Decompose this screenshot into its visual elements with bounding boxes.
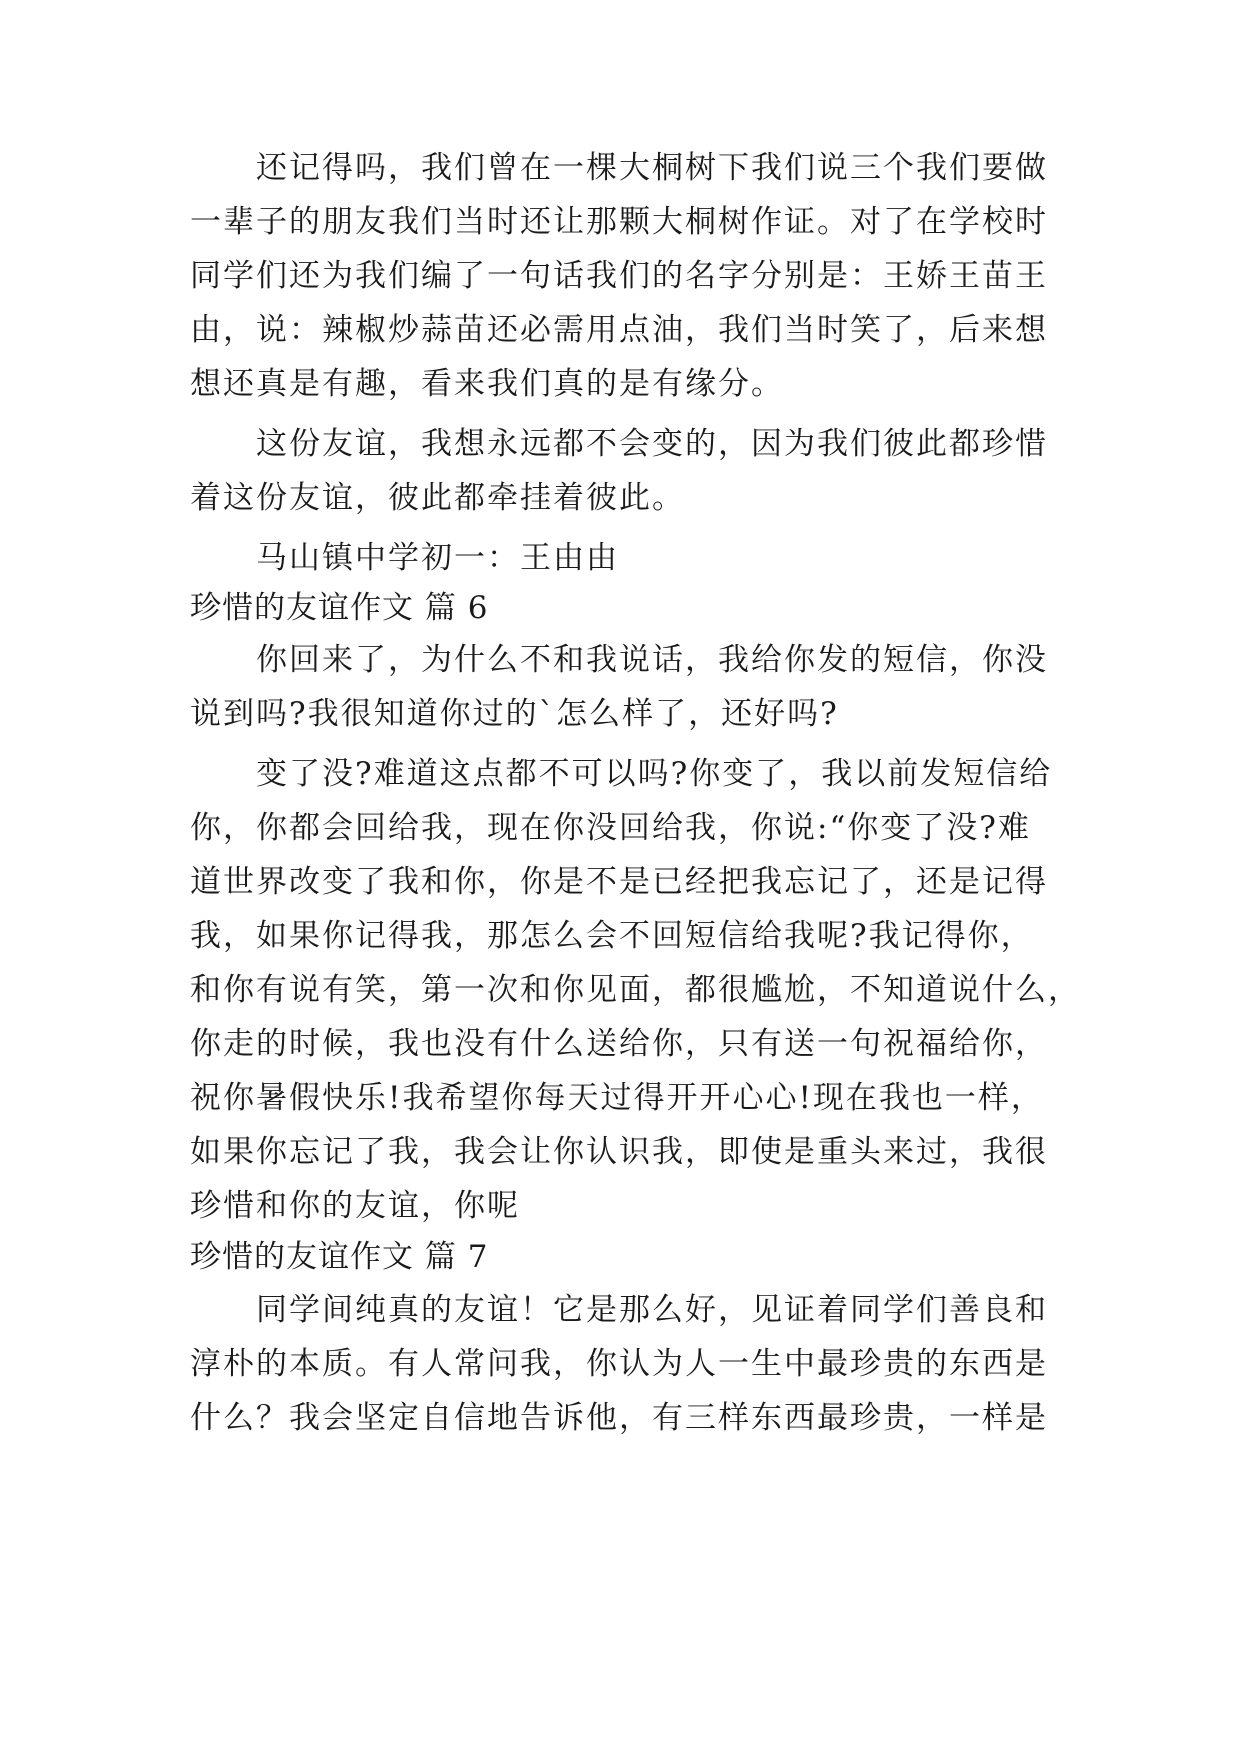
text-line: 祝你暑假快乐!我希望你每天过得开开心心!现在我也一样， — [190, 1080, 1044, 1116]
section-heading: 珍惜的友谊作文 篇 7 — [190, 1239, 489, 1275]
text-line: 这份友谊，我想永远都不会变的，因为我们彼此都珍惜 — [256, 426, 1048, 462]
text-line: 我，如果你记得我，那怎么会不回短信给我呢?我记得你， — [190, 918, 1034, 954]
text-line: 同学间纯真的友谊！它是那么好，见证着同学们善良和 — [256, 1292, 1048, 1328]
text-line: 淳朴的本质。有人常问我，你认为人一生中最珍贵的东西是 — [190, 1346, 1048, 1382]
text-line: 说到吗?我很知道你过的`怎么样了，还好吗? — [190, 696, 839, 732]
text-line: 想还真是有趣，看来我们真的是有缘分。 — [190, 366, 784, 402]
text-line: 你，你都会回给我，现在你没回给我，你说:“你变了没?难 — [190, 810, 1031, 846]
text-line: 变了没?难道这点都不可以吗?你变了，我以前发短信给 — [256, 756, 1053, 792]
text-line: 珍惜和你的友谊，你呢 — [190, 1188, 520, 1224]
text-line: 你回来了，为什么不和我说话，我给你发的短信，你没 — [256, 642, 1048, 678]
text-line: 由，说：辣椒炒蒜苗还必需用点油，我们当时笑了，后来想 — [190, 312, 1048, 348]
text-line: 一辈子的朋友我们当时还让那颗大桐树作证。对了在学校时 — [190, 204, 1048, 240]
text-line: 你走的时候，我也没有什么送给你，只有送一句祝福给你， — [190, 1026, 1048, 1062]
text-line: 和你有说有笑，第一次和你见面，都很尴尬，不知道说什么， — [190, 972, 1081, 1008]
text-line: 着这份友谊，彼此都牵挂着彼此。 — [190, 480, 685, 516]
text-line: 道世界改变了我和你，你是不是已经把我忘记了，还是记得 — [190, 864, 1048, 900]
section-heading: 珍惜的友谊作文 篇 6 — [190, 590, 489, 626]
text-line: 如果你忘记了我，我会让你认识我，即使是重头来过，我很 — [190, 1134, 1048, 1170]
text-line: 马山镇中学初一：王由由 — [256, 540, 619, 576]
text-line: 还记得吗，我们曾在一棵大桐树下我们说三个我们要做 — [256, 150, 1048, 186]
text-line: 同学们还为我们编了一句话我们的名字分别是：王娇王苗王 — [190, 258, 1048, 294]
text-line: 什么？我会坚定自信地告诉他，有三样东西最珍贵，一样是 — [190, 1400, 1048, 1436]
